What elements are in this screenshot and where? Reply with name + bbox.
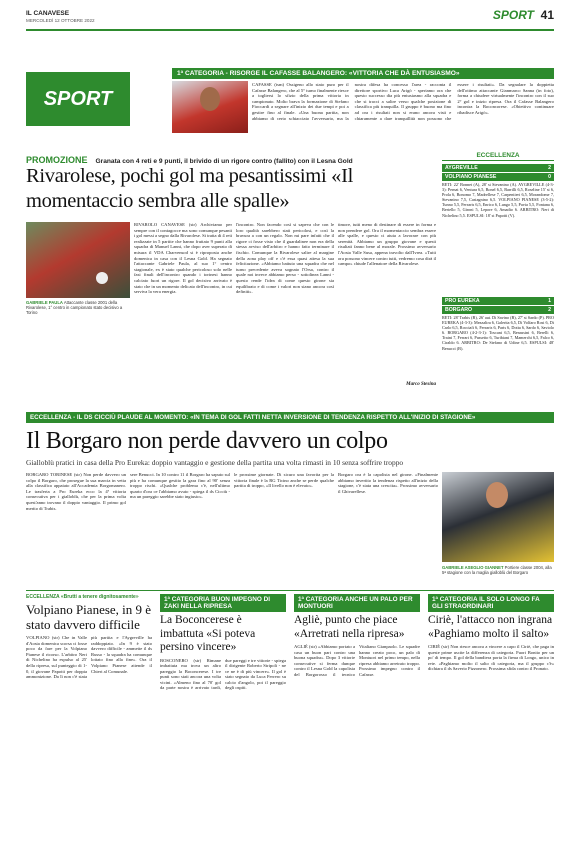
player-photo-sanna: [172, 81, 248, 133]
promo-caption-text: Attaccante classe 2001 della Rivarolese, 1° centro in campionato stato decisivo a Torino: [26, 300, 123, 315]
sidebar-title: ECCELLENZA: [442, 152, 554, 161]
borgaro-caption-text: Portiere classe 2004, alla 5ª stagione con la maglia gialloblù del Borgaro: [442, 565, 552, 575]
sidebar-game-1-report: RETI: 22' Bonnet (A), 28' st Stevanino (A). AYGREVILLE (4-3-3): Pernat 6, Ventura 6,5, Bonel 6,5, Barrilli 6,5, Roseline 15' st 6, Prola 6, Bonomo 7, Madrellese 7, Carpentieri 6,5, Morandome 7, Stevanino 7,5, Castagnino 6,5. VOLPIANO PIANESE (3-5-2): Tunno 5,5, Ferraris 6,5, Enrico 6, Lungo 5,5, Pavia 5,5, Fontana 6, Bertello 5, Gironi 5, Lepore 6, Amadio 6. ARBITRO: Neri di Nichelino 5,5. ESPULSI: 18' st Papotti (V).: [442, 182, 554, 218]
story-1-body: VOLPIANO (str) Che in Valle d'Aosta domenica scorsa ci fosse poco da fare per la Volpiano Pianese il ricorso. L'arbitro Neri di Nichelino ha espulso al 25' della ripresa, sul punteggio di 1-0, il giovane Papotti per doppia ammonizione. Da lì non c'è stata più partita e l'Aygreville ha raddoppiato. «In 9 è stato davvero difficile - ammette il ds Russo - la squadra ha comunque lottato fino alla fine». Ora il Volpiano Pianese attende il Chieri al Comunale.: [26, 635, 152, 680]
bottom-story-2: [160, 594, 286, 830]
team-score: 0: [548, 174, 551, 180]
team-score: 1: [548, 298, 551, 304]
story-2-kicker: 1ª CATEGORIA BUON IMPEGNO DI ZAKI NELLA RIPRESA: [160, 594, 286, 612]
promo-kicker: PROMOZIONE: [26, 155, 88, 165]
promo-signature: Marco Stesina: [406, 382, 436, 387]
borgaro-photo-aseglio: [442, 472, 554, 562]
borgaro-banner-text: ECCELLENZA - IL DS CICCIÙ PLAUDE AL MOMENTO: «IN TEMA DI GOL FATTI NETTA INVERSIONE DI TENDENZA RISPETTO ALL'INIZIO DI STAGIONE»: [30, 414, 476, 421]
top-banner-text: 1ª CATEGORIA - RISORGE IL CAFASSE BALANGERO: «VITTORIA CHE DÀ ENTUSIASMO»: [177, 70, 460, 77]
story-3-kicker: 1ª CATEGORIA ANCHE UN PALO PER MONTUORI: [294, 594, 420, 612]
top-banner: [172, 68, 554, 79]
borgaro-col-2: sere Benucci. In 10 contro 11 il Borgaro ha saputo sul più e ha comunque gestito la gara fino al 90' senza troppo rischi. «Qualche problema c'è, nell'ultimo quarto d'ora ce l'abbiamo avuto - spiega il ds Cicciù - ma un pareggio sarebbe stato ingiusto».: [130, 472, 230, 500]
team-name: PRO EUREKA: [445, 298, 480, 304]
top-article-body: CAFASSE (tsm) Ossigeno allo stato puro per il Cafasse Balangero, che al 5° turno finalmente riesce a togliersi lo sfizio della prima vittoria in campionato. Molto brava la formazione di Stefano Fioccardi a segnare all'inizio dei due tempi e poi a gestire fino al finale. «Una buona partita, non abbiamo di certo schiacciato l'avversario, ma la nostra difesa ha concesso l'area - racconta il direttore sportivo Luca Arigò - speriamo ora che questo successo dia più entusiasmo alla squadra e che si tracci a salire verso qualche posizione di classifica più tranquilla. Il gruppo è buono ma fino ad ora i risultati non si erano ancora visti e chiaramente a dare tranquillità non possono che essere i risultati». Da segnalare la doppietta dell'ottimo attaccante Gianmarco Sanna (in foto), forma a chiudere virtualmente l'incontro con il suo 2° gol e inizio ripresa. Ora il Cafasse Balangero incontra la Boconcorese. «Obiettivo continuare ribadisce Arigò».: [252, 82, 554, 121]
borgaro-col-1: BORGARO TORINESE (str) Non perde davvero un colpo il Borgaro, che prosegue la sua marcia in vetta alla classifica appaiato all'Accademia Borgomanero. Le trasferta a Pro Eureka ecco la 4ª vittoria consecutiva per i gialloblù, che per la prima volta quest'anno trovano il doppio vantaggio. Il primo gol merito di Trabis.: [26, 472, 126, 511]
sidebar-game-1-away: [442, 173, 554, 181]
sidebar-game-1: [442, 164, 554, 294]
bottom-story-4: [428, 594, 554, 830]
ball-shape: [96, 272, 108, 284]
story-2-body: BOSCONERO (str) Rimane imbattuta ma trova un altro pareggio la Boconcerese. I tre punti sono stati ancora una volta vicini. «Almeno fino al 70' gol da parte nostra è arrivato tardi, due pareggi e tre vittorie - spiega il dirigente Roberto Stripoli - ne ce ne è di più vincere». Il gol è stato segnato da Luca Ferrero su calcio d'angolo, poi il pareggio degli ospiti.: [160, 657, 286, 691]
story-1-headline: Volpiano Pianese, in 9 è stato davvero difficile: [26, 602, 152, 632]
player-head-shape: [200, 87, 220, 111]
borgaro-headline: Il Borgaro non perde davvero un colpo: [26, 428, 388, 454]
sidebar-game-2-report: RETI: 28' Trabis (B), 26' aut. Di Savino (B), 27' st Sardo (P). PRO EUREKA (4-3-3): Mezzalira 6, Galerita 6,5, Di Volfaro Rosi 6, Di Carlo 6,5, Rocciafi 6, Ferraris 6, Paris 6, Dotta 6, Sardo 6, Saviolo 6. BORGARO (4-2-3-1): Toscani 6,5, Benassini 6, Berelli 6, Traini 7, Ferrari 6, Pussetto 6, Turibiani 7, Mamerchi 6,5, Falco 6, Ciraldo 6. ARBITRO: De Stefano di Udine 6,5. ESPULSI: 48' Benucci (B).: [442, 315, 554, 351]
borgaro-deck: Gialloblù pratici in casa della Pro Eureka: doppio vantaggio e gestione della partita una volta rimasti in 10 senza soffrire troppo: [26, 458, 404, 467]
masthead-rule: [26, 29, 554, 31]
promo-photo-paula: [26, 222, 130, 298]
borgaro-photo-caption: [442, 565, 554, 575]
team-name: BORGARO: [445, 307, 473, 313]
sidebar-game-1-home: [442, 164, 554, 172]
promo-col-2: l'incontro. Non facendo così si sapeva che con le loro qualità sarebbero stati pericolosi, e così la bravura a con un regalo. Non mi pare infatti che il rigore ci fosse visto che il guardalinee non era della stessa avviso dell'arbitro e hanno fatto terminare il fischio. Comunque la Rivarolese salire al margine della zona play off e c'è essa quasi attesa la sua felicitazione. «Abbiamo battuto una squadra che nel turno precedente aveva sognato l'Orsa, contro il quale noi invece abbiamo perso - sottolinea Lanni - questo rende l'idea di come questo girone sia equilibrato e di come i valori non siano ancora così definiti».: [236, 222, 334, 295]
promo-photo-caption: [26, 300, 130, 315]
paper-name: IL CANAVESE: [26, 10, 70, 17]
masthead: [26, 8, 554, 28]
sport-section-block: [26, 72, 130, 126]
team-score: 2: [548, 307, 551, 313]
borgaro-col-3: le prossime giornate. Di sicuro una favorita per la vittoria finale è la RG Ticino anche se perde qualche partita di troppo, «Il livello non è elevato».: [234, 472, 334, 489]
team-name: AYGREVILLE: [445, 165, 478, 171]
eccellenza-sidebar: [442, 152, 554, 410]
sidebar-game-2: [442, 297, 554, 410]
bottom-story-1: [26, 594, 152, 830]
sidebar-game-2-home: [442, 297, 554, 305]
story-3-body: AGLIÈ (str) «Abbiamo portato a casa un buon pari contro una buona squadra». Dopo 3 vittorie consecutive si ferma dunque contro il Lesna Gold la capolista del Borgorosso il tecnico Vitaliano Gianpaolo. Le squadre hanno creato poco, un palo di Montuori nel primo tempo, nella ripresa abbiamo arretrato troppo. Prossimo impegno contro il Cafasse.: [294, 644, 420, 677]
promo-headline: Rivarolese, pochi gol ma pesantissimi «Il momentaccio sembra alle spalle»: [26, 165, 354, 212]
section-label: SPORT: [492, 8, 534, 22]
promo-caption-name: GABRIELE PAULA: [26, 300, 63, 305]
story-4-body: CIRIÈ (str) Non riesce ancora a vincere a capo il Ciriè, che paga in queste prime uscite la differenza di categoria. Fuori Bonito per un po' di tempo. Il gol della bandiera porta la firma di Longo, unico in rete. «Paghiamo molto il salto di categoria, ma il gruppo c'è» dichiara il ds Saverio Pizzonero. Prossima sfida contro il Pronato.: [428, 644, 554, 672]
bottom-rule: [26, 590, 554, 591]
story-1-kicker: ECCELLENZA «Brutti a tenere dignitosamente»: [26, 594, 139, 600]
story-4-kicker: 1ª CATEGORIA IL SOLO LONGO FA GLI STRAORDINARI: [428, 594, 554, 612]
sport-section-label: SPORT: [43, 87, 113, 110]
page-number: 41: [540, 8, 554, 22]
story-2-headline: La Boconcerese è imbattuta «Si poteva persino vincere»: [160, 614, 256, 653]
goalkeeper-head-shape: [486, 482, 508, 508]
bottom-story-3: [294, 594, 420, 830]
borgaro-caption-name: GABRIELE ASEGLIO GIANNET: [442, 565, 504, 570]
promo-deck: Granata con 4 reti e 9 punti, il brivido di un rigore contro (fallito) con il Lesna Gold: [95, 158, 353, 165]
team-name: VOLPIANO PIANESE: [445, 174, 497, 180]
story-4-headline: Ciriè, l'attacco non ingrana «Paghiamo molto il salto»: [428, 614, 553, 640]
story-3-headline: Agliè, punto che piace «Arretrati nella ripresa»: [294, 614, 405, 640]
borgaro-col-4: Borgaro ora è la capolista nel girone. «Finalmente abbiamo invertito la tendenza rispetto all'inizio della stagione, c'è stata una crescita». Prossimo avversario il Ghivarellese.: [338, 472, 438, 494]
promo-col-1: RIVAROLO CANAVESE (str) Archiviamo per sempre con il contagocce ma sono comunque pesanti i gol messi a segno dalla Rivarolese. Si tratta di 4 reti realizzate in 5 partite che hanno fruttato 9 punti alla squadra di Manuel Lanni, che dopo aver superato di misura il VDA Charvensod si è riproposta anche domenica in casa con il Lesna Gold. Ha segnato l'attaccante Gabriele Paula, al suo 1° centro stagionale, ex è stato qualche pericoloso solo nelle fasi finali dell'incontro quando i torinesi hanno calciato fuori un rigore. Il gol decisivo arrivato è stato che in un momento delicato dell'incontro, in cui serviva la vera energia.: [134, 222, 232, 295]
team-score: 2: [548, 165, 551, 171]
borgaro-banner: [26, 412, 554, 423]
sidebar-game-2-away: [442, 306, 554, 314]
promo-col-3: timore, tutti meno di destinare di essere in forma e non prendere gol. Ora il momentaccio sembra essere alle spalle, e questo ci aiuta a lavorare con più serenità. Abbiamo un gruppo giovane e questi risultati fanno bene al morale. Prossimo avversario l'Aosta Valle Susa, appena travolto dall'Ivrea. «Tutti ora possono vincere contro tutti, vedremo cosa dirà il campo» chiude l'allenatore della Rivarolese.: [338, 222, 436, 267]
issue-date: MERCOLEDÌ 12 OTTOBRE 2022: [26, 18, 95, 23]
